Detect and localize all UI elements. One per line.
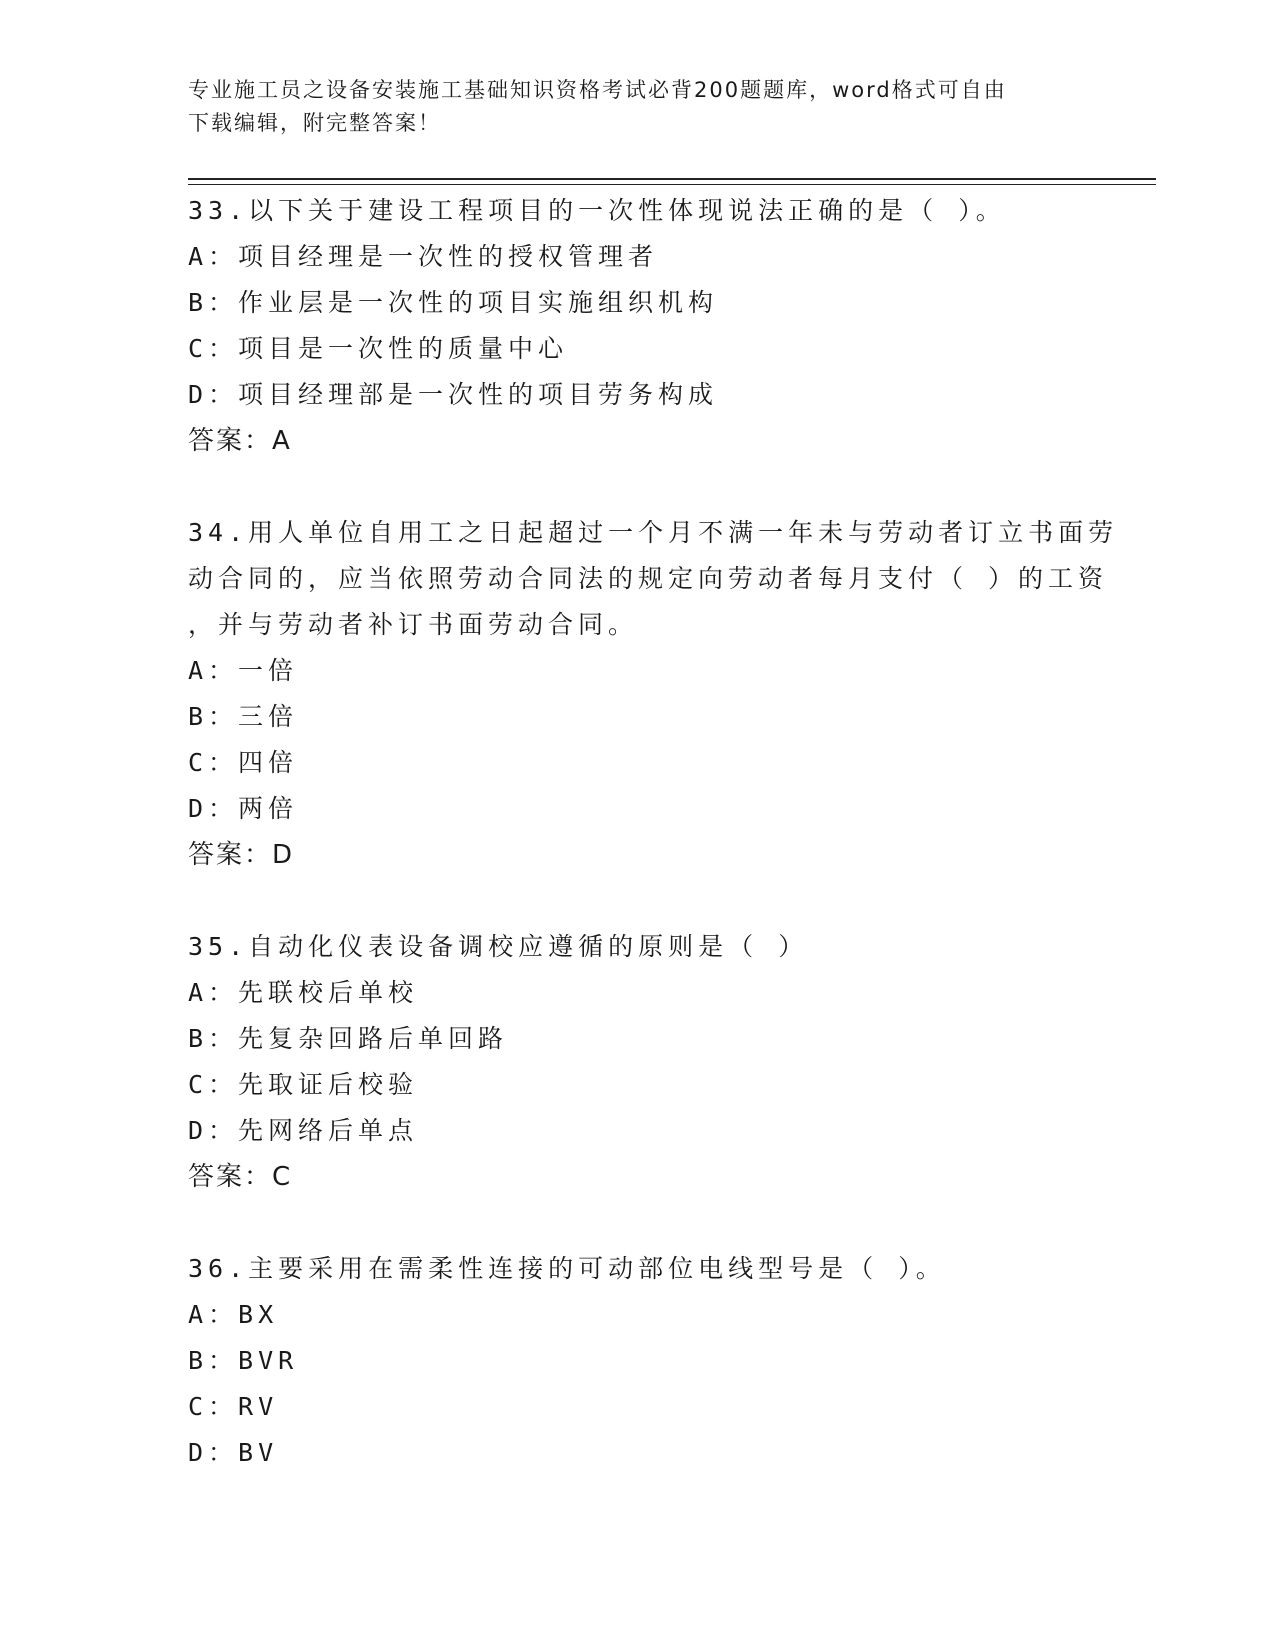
- option-d: D：两倍: [188, 794, 299, 823]
- question-stem: 35.自动化仪表设备调校应遵循的原则是（ ）: [188, 932, 809, 961]
- header-divider-thick: [188, 178, 1156, 180]
- question-36: [188, 1246, 1088, 1476]
- option-d: D：先网络后单点: [188, 1116, 419, 1145]
- option-c: C：先取证后校验: [188, 1070, 419, 1099]
- spacer: [188, 1200, 1088, 1246]
- question-35: [188, 924, 1088, 1246]
- question-34: [188, 510, 1119, 924]
- option-b: B：BVR: [188, 1346, 299, 1375]
- question-list: [188, 188, 1119, 1476]
- spacer: [188, 878, 1088, 924]
- option-b: B：先复杂回路后单回路: [188, 1024, 509, 1053]
- question-33: [188, 188, 1088, 510]
- header-divider-thin: [188, 184, 1156, 185]
- question-stem: 33.以下关于建设工程项目的一次性体现说法正确的是（ ）。: [188, 196, 1006, 225]
- option-c: C：RV: [188, 1392, 279, 1421]
- answer-line: 答案：C: [188, 1162, 293, 1192]
- answer-line: 答案：D: [188, 840, 295, 870]
- spacer: [188, 464, 1088, 510]
- answer-line: 答案：A: [188, 426, 292, 456]
- option-d: D：BV: [188, 1438, 279, 1467]
- option-b: B：三倍: [188, 702, 299, 731]
- option-c: C：项目是一次性的质量中心: [188, 334, 569, 363]
- option-a: A：先联校后单校: [188, 978, 419, 1007]
- option-a: A：项目经理是一次性的授权管理者: [188, 242, 659, 271]
- option-a: A：一倍: [188, 656, 299, 685]
- option-a: A：BX: [188, 1300, 279, 1329]
- option-b: B：作业层是一次性的项目实施组织机构: [188, 288, 719, 317]
- question-stem-line-3: ，并与劳动者补订书面劳动合同。: [188, 610, 639, 639]
- question-stem: 36.主要采用在需柔性连接的可动部位电线型号是（ ）。: [188, 1254, 946, 1283]
- question-stem-line-1: 34.用人单位自用工之日起超过一个月不满一年未与劳动者订立书面劳: [188, 518, 1119, 547]
- question-stem-line-2: 动合同的，应当依照劳动合同法的规定向劳动者每月支付（ ）的工资: [188, 564, 1109, 593]
- header-line-1: 专业施工员之设备安装施工基础知识资格考试必背200题题库，word格式可自由: [188, 78, 1007, 102]
- option-d: D：项目经理部是一次性的项目劳务构成: [188, 380, 719, 409]
- document-header: [188, 74, 1088, 140]
- header-line-2: 下载编辑，附完整答案！: [188, 111, 441, 135]
- option-c: C：四倍: [188, 748, 299, 777]
